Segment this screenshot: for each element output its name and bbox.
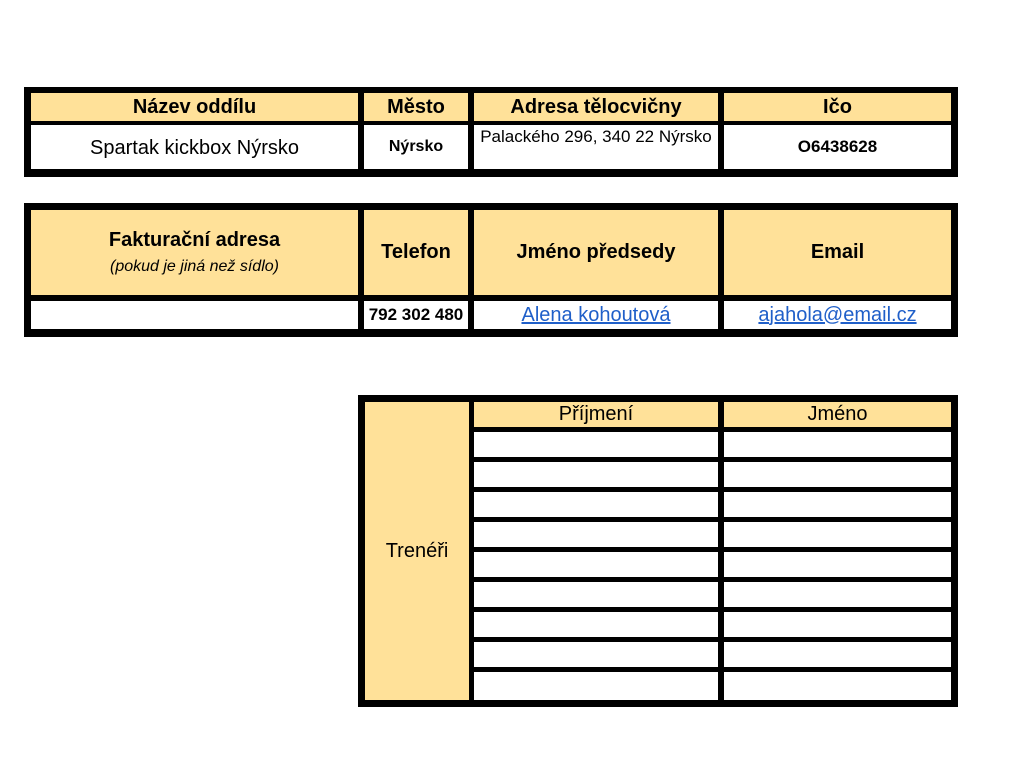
club-name-cell[interactable]: Spartak kickbox Nýrsko — [31, 125, 358, 169]
header-club-name: Název oddílu — [31, 93, 358, 121]
email-cell — [724, 301, 951, 329]
coach-firstname-cell[interactable] — [724, 462, 951, 487]
coaches-table — [358, 395, 958, 707]
club-info-table — [24, 87, 958, 177]
header-ico: Ičo — [724, 93, 951, 121]
coach-firstname-cell[interactable] — [724, 492, 951, 517]
header-phone: Telefon — [364, 210, 468, 295]
gym-address-cell[interactable]: Palackého 296, 340 22 Nýrsko — [474, 125, 718, 169]
coach-firstname-cell[interactable] — [724, 582, 951, 607]
coach-surname-cell[interactable] — [474, 552, 718, 577]
coaches-label: Trenéři — [365, 402, 469, 700]
header-billing-address — [31, 210, 358, 295]
header-billing-address-note: (pokud je jiná než sídlo) — [110, 258, 279, 275]
chair-name-link[interactable]: Alena kohoutová — [521, 303, 671, 326]
coach-firstname-cell[interactable] — [724, 642, 951, 667]
city-cell[interactable]: Nýrsko — [364, 125, 468, 169]
coach-firstname-cell[interactable] — [724, 552, 951, 577]
phone-cell[interactable]: 792 302 480 — [364, 301, 468, 329]
coach-firstname-cell[interactable] — [724, 432, 951, 457]
billing-address-cell[interactable] — [31, 301, 358, 329]
email-link[interactable]: ajahola@email.cz — [758, 303, 917, 326]
coach-surname-cell[interactable] — [474, 432, 718, 457]
coach-firstname-cell[interactable] — [724, 672, 951, 700]
header-email: Email — [724, 210, 951, 295]
coach-surname-cell[interactable] — [474, 642, 718, 667]
coach-surname-cell[interactable] — [474, 462, 718, 487]
coach-surname-cell[interactable] — [474, 612, 718, 637]
coach-surname-cell[interactable] — [474, 522, 718, 547]
ico-cell[interactable]: O6438628 — [724, 125, 951, 169]
header-chair-name: Jméno předsedy — [474, 210, 718, 295]
header-surname: Příjmení — [474, 402, 718, 427]
header-billing-address-label: Fakturační adresa — [108, 229, 281, 251]
coach-surname-cell[interactable] — [474, 492, 718, 517]
coach-surname-cell[interactable] — [474, 672, 718, 700]
coach-firstname-cell[interactable] — [724, 522, 951, 547]
coach-firstname-cell[interactable] — [724, 612, 951, 637]
chair-name-cell — [474, 301, 718, 329]
header-firstname: Jméno — [724, 402, 951, 427]
header-city: Město — [364, 93, 468, 121]
coach-surname-cell[interactable] — [474, 582, 718, 607]
header-gym-address: Adresa tělocvičny — [474, 93, 718, 121]
contact-table — [24, 203, 958, 337]
